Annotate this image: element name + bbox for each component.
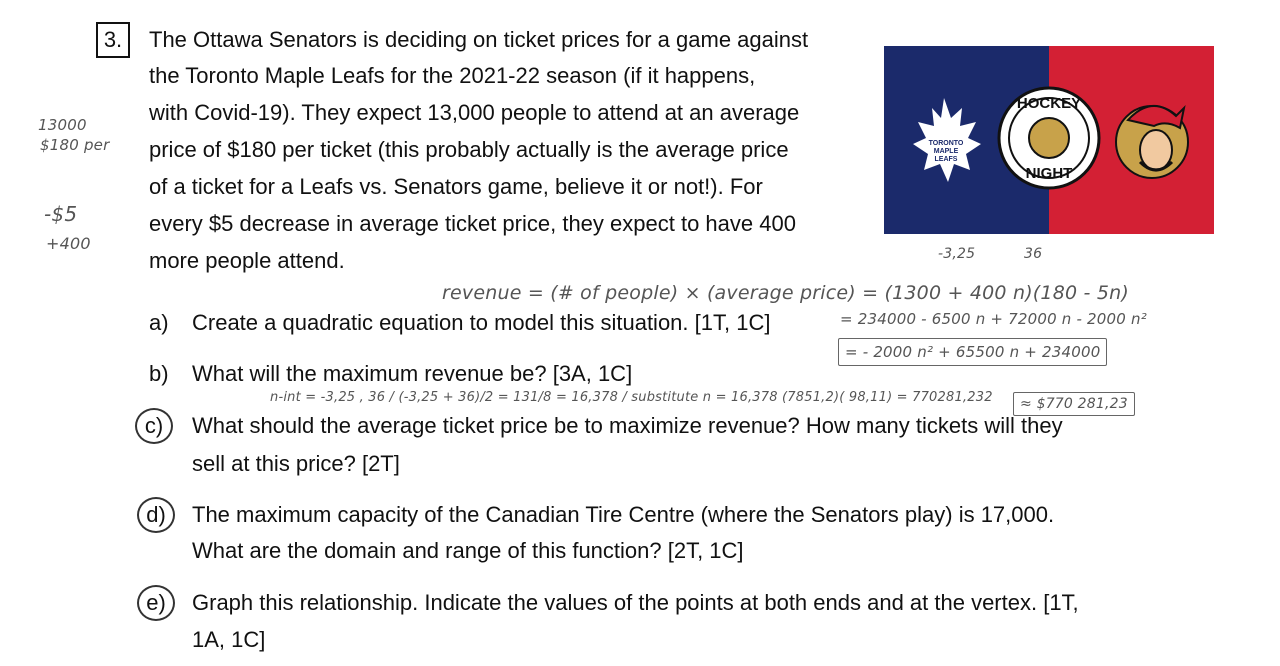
max-revenue-answer: ≈ $770 281,23 <box>1013 392 1135 416</box>
margin-note-attendance: 13000 <box>38 116 87 134</box>
problem-line-7: more people attend. <box>149 248 345 273</box>
problem-line-5: of a ticket for a Leafs vs. Senators game, believe it or not!). For <box>149 174 763 199</box>
problem-line-6: every $5 decrease in average ticket price, they expect to have 400 <box>149 211 796 236</box>
vertex-work: n-int = -3,25 , 36 / (-3,25 + 36)/2 = 131/8 = 16,378 / substitute n = 16,378 (7851,2)( 98,11) = 770281,232 <box>270 390 993 405</box>
hockey-night-puck-icon <box>999 88 1099 188</box>
part-a-label: a) <box>149 310 169 335</box>
part-d-text-line-1: The maximum capacity of the Canadian Tire Centre (where the Senators play) is 17,000. <box>192 502 1055 527</box>
problem-line-2: the Toronto Maple Leafs for the 2021-22 season (if it happens, <box>149 63 756 88</box>
part-c-text-line-2: sell at this price? [2T] <box>192 451 400 476</box>
part-c-text-line-1: What should the average ticket price be to maximize revenue? How many tickets will they <box>192 413 1063 438</box>
problem-line-3: with Covid-19). They expect 13,000 people to attend at an average <box>149 100 800 125</box>
problem-line-1: The Ottawa Senators is deciding on ticket prices for a game against <box>149 27 809 52</box>
leafs-text-2: MAPLE <box>933 148 959 155</box>
zero-right-note: 36 <box>1024 246 1043 262</box>
senators-logo-icon <box>1116 106 1188 178</box>
part-e-label: e) <box>137 585 175 621</box>
part-b-text: What will the maximum revenue be? [3A, 1C] <box>192 361 633 386</box>
part-d-text-line-2: What are the domain and range of this function? [2T, 1C] <box>192 538 744 563</box>
zero-left-note: -3,25 <box>938 246 976 262</box>
puck-text-top: HOCKEY <box>1016 95 1082 112</box>
leafs-text-3: LEAFS <box>934 156 958 163</box>
leafs-text-1: TORONTO <box>928 140 964 147</box>
puck-text-bottom: NIGHT <box>1025 165 1073 182</box>
margin-note-decrease: -$5 <box>44 202 78 226</box>
part-d-label: d) <box>137 497 175 533</box>
part-e-text-line-2: 1A, 1C] <box>192 627 266 652</box>
part-c-label: c) <box>135 408 173 444</box>
problem-line-4: price of $180 per ticket (this probably actually is the average price <box>149 137 789 162</box>
question-number: 3. <box>96 22 130 58</box>
hockey-night-logo <box>884 46 1214 234</box>
part-b-label: b) <box>149 361 169 386</box>
standard-form-equation: = - 2000 n² + 65500 n + 234000 <box>838 338 1107 366</box>
part-e-text-line-1: Graph this relationship. Indicate the values of the points at both ends and at the vertex. [1T, <box>192 590 1079 615</box>
part-a-text: Create a quadratic equation to model this situation. [1T, 1C] <box>192 310 771 335</box>
margin-note-price: $180 per <box>40 136 110 154</box>
margin-note-increase: +400 <box>46 234 91 253</box>
expanded-equation: = 234000 - 6500 n + 72000 n - 2000 n² <box>840 310 1147 328</box>
revenue-equation: revenue = (# of people) × (average price) = (1300 + 400 n)(180 - 5n) <box>442 282 1129 304</box>
